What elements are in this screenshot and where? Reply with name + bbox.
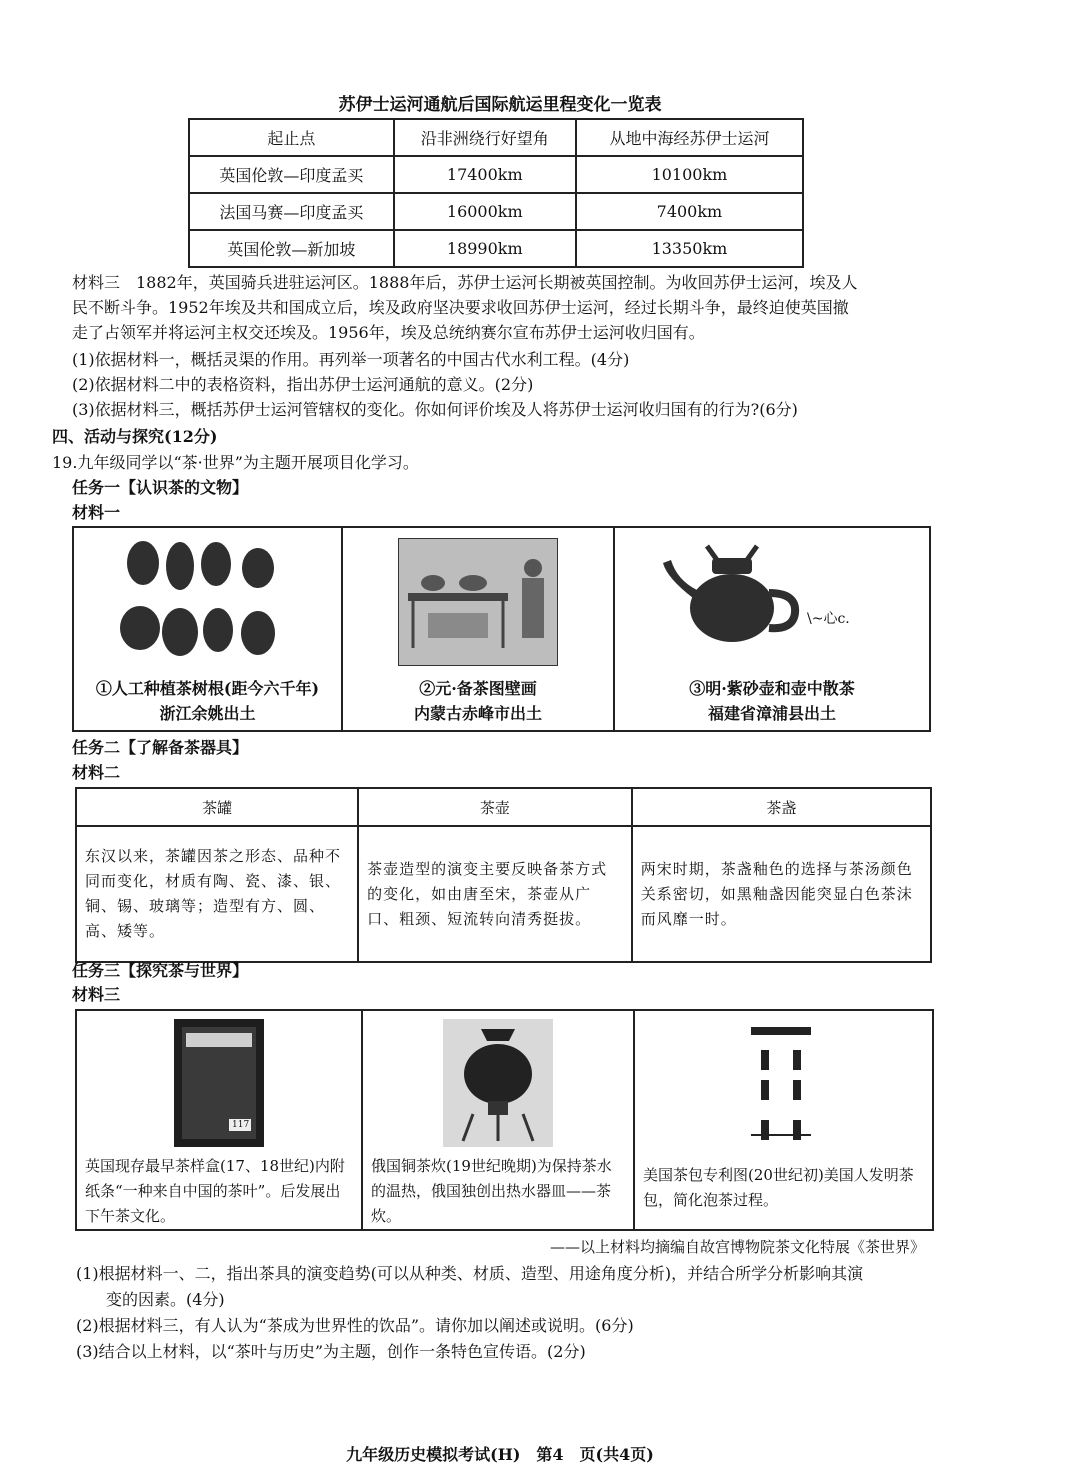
table-row bbox=[189, 230, 803, 267]
task2-heading: 任务二【了解备茶器具】 bbox=[72, 738, 249, 757]
shipping-distance-table bbox=[188, 118, 804, 268]
artifact-caption-origin: 福建省漳浦县出土 bbox=[707, 704, 836, 723]
table-cell: 法国马赛—印度孟买 bbox=[189, 193, 394, 230]
text-line: 民不断斗争。1952年埃及共和国成立后，埃及政府坚决要求收回苏伊士运河，经过长期斗争，最终迫使英国撤 bbox=[72, 298, 849, 317]
source-note: ——以上材料均摘编自故宫博物院茶文化特展《茶世界》 bbox=[549, 1238, 925, 1256]
text-line: 材料三 1882年，英国骑兵进驻运河区。1888年后，苏伊士运河长期被英国控制。为收回苏伊士运河，埃及人 bbox=[72, 273, 858, 292]
artifact-caption-title: ③明·紫砂壶和壶中散茶 bbox=[689, 679, 855, 698]
tea-bag-patent-image bbox=[749, 1025, 819, 1163]
tea-utensils-table bbox=[75, 787, 932, 963]
teapot-image bbox=[657, 538, 887, 676]
tea-sample-box-image bbox=[174, 1019, 264, 1154]
table-row bbox=[189, 193, 803, 230]
artifact-cell bbox=[77, 1011, 363, 1229]
task1-heading: 任务一【认识茶的文物】 bbox=[72, 478, 249, 497]
artifact-caption: 美国茶包专利图(20世纪初)美国人发明茶包，简化泡茶过程。 bbox=[643, 1166, 914, 1209]
table-cell: 茶壶造型的演变主要反映备茶方式的变化，如由唐至宋，茶壶从广口、粗颈、短流转向清秀挺拔。 bbox=[358, 826, 632, 962]
question-item: (1)根据材料一、二，指出茶具的演变趋势(可以从种类、材质、造型、用途角度分析)，并结合所学分析影响其演 bbox=[76, 1264, 864, 1283]
table-row bbox=[76, 826, 931, 962]
table-cell: 10100km bbox=[576, 156, 803, 193]
table-header-row bbox=[189, 119, 803, 156]
table-cell: 英国伦敦—印度孟买 bbox=[189, 156, 394, 193]
samovar-image bbox=[443, 1019, 553, 1154]
artifact-caption-origin: 内蒙古赤峰市出土 bbox=[413, 704, 542, 723]
page-footer: 九年级历史模拟考试(H) 第4 页(共4页) bbox=[346, 1445, 654, 1464]
artifact-caption: 俄国铜茶炊(19世纪晚期)为保持茶水的温热，俄国独创出热水器皿——茶炊。 bbox=[371, 1157, 612, 1225]
table-header: 起止点 bbox=[189, 119, 394, 156]
task1-artifact-grid bbox=[72, 526, 931, 732]
task3-heading: 任务三【探究茶与世界】 bbox=[72, 961, 249, 980]
question19-intro: 19.九年级同学以“茶·世界”为主题开展项目化学习。 bbox=[52, 453, 419, 472]
tea-roots-image bbox=[118, 538, 298, 676]
table-header: 从地中海经苏伊士运河 bbox=[576, 119, 803, 156]
question18-list bbox=[72, 347, 1002, 422]
table-cell: 16000km bbox=[394, 193, 576, 230]
table-header: 沿非洲绕行好望角 bbox=[394, 119, 576, 156]
table-cell: 13350km bbox=[576, 230, 803, 267]
table-header: 茶壶 bbox=[358, 788, 632, 826]
task1-material-label: 材料一 bbox=[72, 503, 121, 522]
table-header-row bbox=[76, 788, 931, 826]
table-header: 茶盏 bbox=[632, 788, 931, 826]
artifact-cell bbox=[343, 528, 615, 730]
question-item: (2)依据材料二中的表格资料，指出苏伊士运河通航的意义。(2分) bbox=[72, 375, 534, 394]
table-row bbox=[189, 156, 803, 193]
artifact-cell bbox=[635, 1011, 932, 1229]
artifact-caption-title: ②元·备茶图壁画 bbox=[419, 679, 537, 698]
text-line: 走了占领军并将运河主权交还埃及。1956年，埃及总统纳赛尔宣布苏伊士运河收归国有。 bbox=[72, 323, 705, 342]
question19-list bbox=[76, 1261, 976, 1365]
artifact-caption-origin: 浙江余姚出土 bbox=[159, 704, 256, 723]
artifact-caption-title: ①人工种植茶树根(距今六千年) bbox=[95, 679, 320, 698]
table-cell: 7400km bbox=[576, 193, 803, 230]
task3-material-label: 材料三 bbox=[72, 985, 121, 1004]
section-heading: 四、活动与探究(12分) bbox=[52, 427, 218, 446]
question-item: (3)结合以上材料，以“茶叶与历史”为主题，创作一条特色宣传语。(2分) bbox=[76, 1342, 586, 1361]
artifact-cell bbox=[74, 528, 343, 730]
table-header: 茶罐 bbox=[76, 788, 358, 826]
artifact-caption: 英国现存最早茶样盒(17、18世纪)内附纸条“一种来自中国的茶叶”。后发展出下午茶文化。 bbox=[85, 1157, 345, 1225]
table-cell: 东汉以来，茶罐因茶之形态、品种不同而变化，材质有陶、瓷、漆、银、铜、锡、玻璃等；造型有方、圆、高、矮等。 bbox=[76, 826, 358, 962]
material3-paragraph bbox=[72, 270, 1002, 345]
table-cell: 17400km bbox=[394, 156, 576, 193]
artifact-cell bbox=[363, 1011, 635, 1229]
task3-artifact-grid bbox=[75, 1009, 934, 1231]
table-cell: 英国伦敦—新加坡 bbox=[189, 230, 394, 267]
task2-material-label: 材料二 bbox=[72, 763, 121, 782]
teapot-scribble: \~心c. bbox=[807, 611, 850, 627]
table-cell: 18990km bbox=[394, 230, 576, 267]
mural-image bbox=[398, 538, 558, 676]
question-item: (3)依据材料三，概括苏伊士运河管辖权的变化。你如何评价埃及人将苏伊士运河收归国有的行为?(6分) bbox=[72, 400, 798, 419]
artifact-cell bbox=[615, 528, 929, 730]
table-cell: 两宋时期，茶盏釉色的选择与茶汤颜色关系密切，如黑釉盏因能突显白色茶沫而风靡一时。 bbox=[632, 826, 931, 962]
question-item-continued: 变的因素。(4分) bbox=[106, 1290, 225, 1309]
question-item: (1)依据材料一，概括灵渠的作用。再列举一项著名的中国古代水利工程。(4分) bbox=[72, 350, 630, 369]
question-item: (2)根据材料三，有人认为“茶成为世界性的饮品”。请你加以阐述或说明。(6分) bbox=[76, 1316, 634, 1335]
table-title: 苏伊士运河通航后国际航运里程变化一览表 bbox=[338, 95, 662, 115]
box-label: 117 bbox=[232, 1120, 250, 1130]
